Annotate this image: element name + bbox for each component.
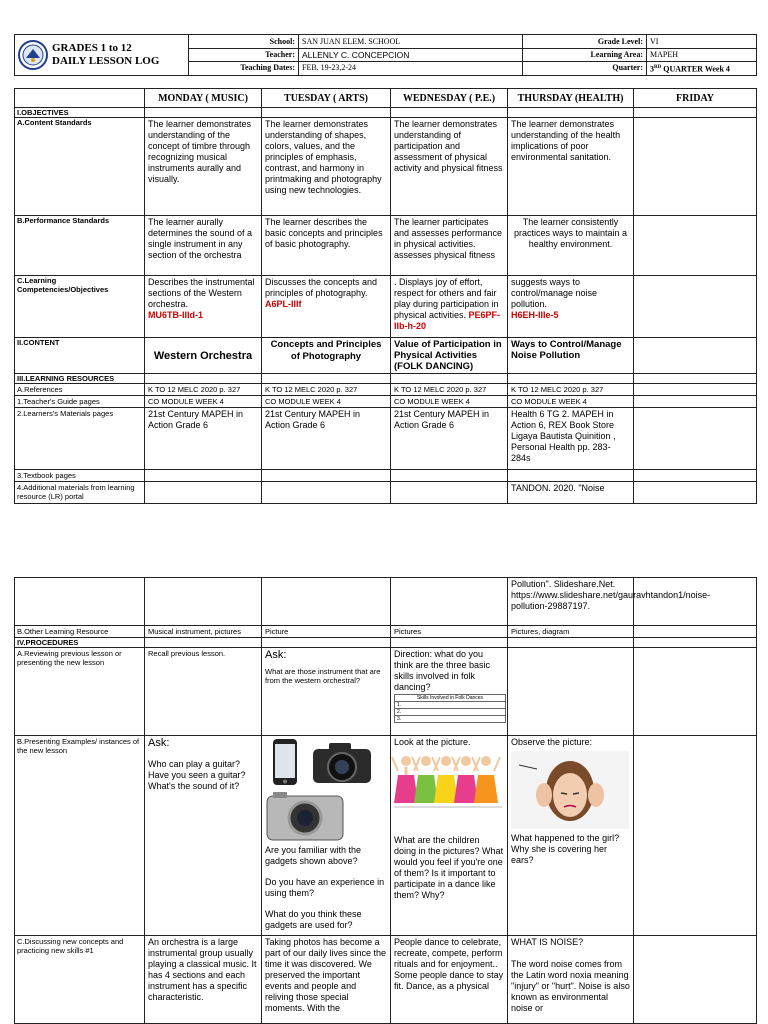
competency-thursday: suggests ways to control/manage noise pollution. H6EH-IIIe-5 <box>508 276 634 338</box>
compact-camera-image <box>265 790 345 842</box>
dates-value: FEB. 19-23,2-24 <box>299 62 523 76</box>
competencies-label: C.Learning Competencies/Objectives <box>15 276 145 338</box>
teachers-guide-monday: CO MODULE WEEK 4 <box>145 396 262 408</box>
skills-table-row: 2. <box>395 709 506 716</box>
reference-monday: K TO 12 MELC 2020 p. 327 <box>145 384 262 396</box>
learners-materials-thursday: Health 6 TG 2. MAPEH in Action 6, REX Book Store Ligaya Bautista Quinition , Personal Health pp. 283-284s <box>508 408 634 470</box>
procedures-heading: IV.PROCEDURES <box>15 638 145 648</box>
performance-standard-monday: The learner aurally determines the sound of a single instrument in any section of the orchestra <box>145 216 262 276</box>
competency-code-tuesday: A6PL-IIIf <box>265 299 302 309</box>
reviewing-wednesday-direction: Direction: what do you think are the three basic skills involved in folk dancing? <box>394 649 491 692</box>
skills-mini-table <box>394 694 506 723</box>
discussing-wednesday: People dance to celebrate, recreate, compete, perform rituals and for enjoyment.. Some people dance to stay fit. Dance, as a physical <box>391 936 508 1024</box>
competency-wednesday: . Displays joy of effort, respect for others and fair play during participation in physical activities. PE6PF-IIb-h-20 <box>391 276 508 338</box>
textbook-pages-label: 3.Textbook pages <box>15 470 145 482</box>
skills-table-title: Skills Involved in Folk Dances <box>395 695 506 702</box>
school-value: SAN JUAN ELEM. SCHOOL <box>299 35 523 49</box>
corner-cell <box>15 89 145 108</box>
header-title-line2: DAILY LESSON LOG <box>52 54 160 67</box>
reviewing-wednesday <box>391 648 508 736</box>
competency-code-wednesday: PE6PF-IIb-h-20 <box>394 310 501 331</box>
reference-wednesday: K TO 12 MELC 2020 p. 327 <box>391 384 508 396</box>
presenting-monday-ask: Ask: <box>148 737 170 749</box>
day-header-thursday: THURSDAY (HEALTH) <box>508 89 634 108</box>
references-label: A.References <box>15 384 145 396</box>
teachers-guide-wednesday: CO MODULE WEEK 4 <box>391 396 508 408</box>
discussing-thursday-title: WHAT IS NOISE? <box>511 937 584 947</box>
teachers-guide-tuesday: CO MODULE WEEK 4 <box>262 396 391 408</box>
discussing-tuesday: Taking photos has become a part of our daily lives since the time it was discovered. We preserved the important events and people and reliving those special moments. With the <box>262 936 391 1024</box>
content-standards-label: A.Content Standards <box>15 118 145 216</box>
girl-covering-ears-image <box>511 751 629 829</box>
content-label: II.CONTENT <box>15 338 145 374</box>
discussing-thursday-text: The word noise comes from the Latin word noxia meaning "injury" or "hurt". Noise is also known as environmental noise or <box>511 959 630 1013</box>
other-resources-wednesday: Pictures <box>391 626 508 638</box>
area-label: Learning Area: <box>523 49 647 62</box>
presenting-wednesday <box>391 736 508 936</box>
area-value: MAPEH <box>647 49 757 62</box>
performance-standard-tuesday: The learner describes the basic concepts and principles of basic photography. <box>262 216 391 276</box>
deped-seal-icon <box>18 40 48 70</box>
dates-label: Teaching Dates: <box>189 62 299 76</box>
reference-thursday: K TO 12 MELC 2020 p. 327 <box>508 384 634 396</box>
content-monday: Western Orchestra <box>145 338 262 374</box>
additional-materials-label: 4.Additional materials from learning resource (LR) portal <box>15 482 145 504</box>
presenting-examples-label: B.Presenting Examples/ instances of the new lesson <box>15 736 145 936</box>
presenting-thursday-observe: Observe the picture: <box>511 737 593 747</box>
other-resources-thursday: Pictures, diagram <box>508 626 634 638</box>
presenting-thursday-question: What happened to the girl? Why she is covering her ears? <box>511 833 620 865</box>
competency-code-monday: MU6TB-IIId-1 <box>148 310 203 320</box>
day-header-monday: MONDAY ( MUSIC) <box>145 89 262 108</box>
day-header-wednesday: WEDNESDAY ( P.E.) <box>391 89 508 108</box>
discussing-monday: An orchestra is a large instrumental group usually playing a classical music. It has 4 sections and each instrument has a specific characteristic. <box>145 936 262 1024</box>
additional-materials-thursday: TANDON. 2020. "Noise <box>508 482 634 504</box>
content-standard-wednesday: The learner demonstrates understanding of participation and assessment of physical activity and physical fitness <box>391 118 508 216</box>
other-resources-label: B.Other Learning Resource <box>15 626 145 638</box>
competency-monday: Describes the instrumental sections of the Western orchestra. MU6TB-IIId-1 <box>145 276 262 338</box>
presenting-monday <box>145 736 262 936</box>
folk-dancers-image <box>394 751 502 813</box>
performance-standard-thursday: The learner consistently practices ways to maintain a healthy environment. <box>508 216 634 276</box>
reference-tuesday: K TO 12 MELC 2020 p. 327 <box>262 384 391 396</box>
teacher-label: Teacher: <box>189 49 299 62</box>
grade-label: Grade Level: <box>523 35 647 49</box>
header-table <box>14 34 757 76</box>
teacher-value: ALLENLY C. CONCEPCION <box>299 49 523 62</box>
reviewing-lesson-label: A.Reviewing previous lesson or presenting the new lesson <box>15 648 145 736</box>
learners-materials-wednesday: 21st Century MAPEH in Action Grade 6 <box>391 408 508 470</box>
reviewing-tuesday-question: What are those instrument that are from the western orchestral? <box>265 667 381 685</box>
quarter-value: 3RD QUARTER Week 4 <box>647 62 757 76</box>
lesson-log-table-page1 <box>14 88 757 504</box>
presenting-tuesday-q2: Do you have an experience in using them? <box>265 877 385 898</box>
presenting-tuesday-q1: Are you familiar with the gadgets shown above? <box>265 845 362 866</box>
reviewing-monday: Recall previous lesson. <box>145 648 262 736</box>
content-standard-tuesday: The learner demonstrates understanding of shapes, colors, values, and the principles of emphasis, contrast, and harmony in printmaking and photography using new technologies. <box>262 118 391 216</box>
content-wednesday: Value of Participation in Physical Activities (FOLK DANCING) <box>391 338 508 374</box>
reviewing-tuesday <box>262 648 391 736</box>
objectives-heading: I.OBJECTIVES <box>15 108 145 118</box>
reviewing-tuesday-ask: Ask: <box>265 649 287 661</box>
day-header-friday: FRIDAY <box>634 89 757 108</box>
presenting-tuesday <box>262 736 391 936</box>
presenting-tuesday-q3: What do you think these gadgets are used for? <box>265 909 362 930</box>
dslr-camera-image <box>309 737 375 787</box>
teachers-guide-thursday: CO MODULE WEEK 4 <box>508 396 634 408</box>
content-thursday: Ways to Control/Manage Noise Pollution <box>508 338 634 374</box>
teachers-guide-label: 1.Teacher's Guide pages <box>15 396 145 408</box>
other-resources-monday: Musical instrument, pictures <box>145 626 262 638</box>
content-standard-monday: The learner demonstrates understanding of the concept of timbre through recognizing musical instruments aurally and visually. <box>145 118 262 216</box>
grade-value: VI <box>647 35 757 49</box>
content-standard-thursday: The learner demonstrates understanding of the health implications of poor environmental sanitation. <box>508 118 634 216</box>
day-header-tuesday: TUESDAY ( ARTS) <box>262 89 391 108</box>
skills-table-row: 1. <box>395 702 506 709</box>
competency-tuesday: Discusses the concepts and principles of photography. A6PL-IIIf <box>262 276 391 338</box>
performance-standard-wednesday: The learner participates and assesses performance in physical activities. assesses physical fitness <box>391 216 508 276</box>
discussing-thursday <box>508 936 634 1024</box>
discussing-concepts-label: C.Discussing new concepts and practicing new skills #1 <box>15 936 145 1024</box>
content-tuesday: Concepts and Principles of Photography <box>262 338 391 374</box>
competency-code-thursday: H6EH-IIIe-5 <box>511 310 559 320</box>
presenting-thursday <box>508 736 634 936</box>
header-title-line1: GRADES 1 to 12 <box>52 41 132 54</box>
skills-table-row: 3. <box>395 716 506 723</box>
learners-materials-tuesday: 21st Century MAPEH in Action Grade 6 <box>262 408 391 470</box>
additional-materials-thursday-continued: Pollution". Slideshare.Net. https://www.slideshare.net/gauravhtandon1/noise-pollution-29887197. <box>508 578 634 626</box>
header-title-cell <box>15 35 189 76</box>
presenting-wednesday-look: Look at the picture. <box>394 737 471 747</box>
performance-standards-label: B.Performance Standards <box>15 216 145 276</box>
resources-heading: III.LEARNING RESOURCES <box>15 374 145 384</box>
quarter-label: Quarter: <box>523 62 647 76</box>
lesson-log-table-page2 <box>14 577 757 1024</box>
presenting-wednesday-question: What are the children doing in the pictures? What would you feel if you're one of them? Is it important to participate in a dance like them? Why? <box>394 835 504 900</box>
learners-materials-monday: 21st Century MAPEH in Action Grade 6 <box>145 408 262 470</box>
school-label: School: <box>189 35 299 49</box>
presenting-monday-question: Who can play a guitar? Have you seen a guitar? What's the sound of it? <box>148 759 246 791</box>
other-resources-tuesday: Picture <box>262 626 391 638</box>
learners-materials-label: 2.Learners's Materials pages <box>15 408 145 470</box>
smartphone-image <box>265 737 305 787</box>
